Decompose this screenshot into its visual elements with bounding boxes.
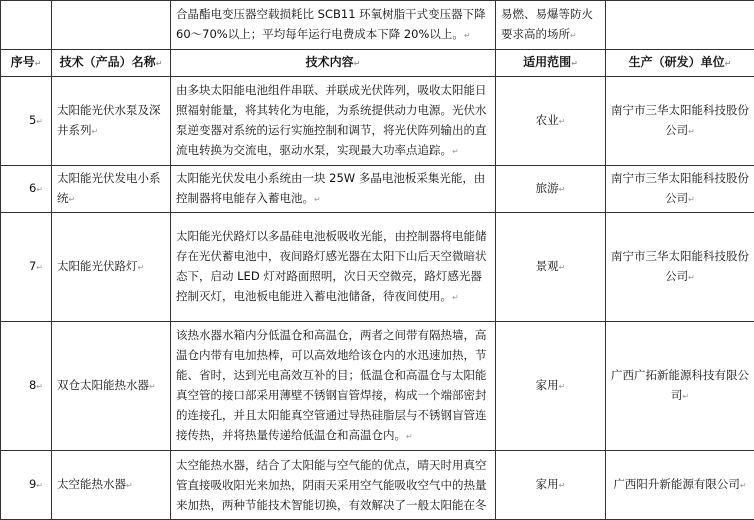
cell-content: 合晶酯电变压器空载损耗比 SCB11 环氧树脂干式变压器下降60～70%以上；平均每年运行电费成本下降 20%以上。↵: [171, 1, 496, 50]
cell-unit: 广西广拓新能源科技有限公司↵: [606, 322, 754, 451]
cell-idx-empty: [1, 1, 52, 50]
header-idx: 序号↵: [1, 50, 52, 77]
header-content: 技术内容↵: [171, 50, 496, 77]
cell-unit: 南宁市三华太阳能科技股份公司↵: [606, 77, 754, 166]
cell-unit: 广西阳升新能源有限公司↵: [606, 451, 754, 520]
cell-content: 该热水器水箱内分低温仓和高温仓，两者之间带有隔热墙，高温仓内带有电加热棒，可以高效地给该仓内的水迅速加热，节能、省时，达到光电高效互补的目；低温仓和高温仓与太阳能真空管的接口部采用薄壁不锈钢盲管焊接，构成一个端部密封的连接孔，并且太阳能真空管通过导热硅脂层与不锈钢盲管连接传热，并将热量传递给低温仓和高温仓内。↵: [171, 322, 496, 451]
cell-name: 太空能热水器↵: [52, 451, 171, 520]
table-row-continued: [1, 1, 754, 50]
cell-scope: 易燃、易爆等防火要求高的场所↵: [496, 1, 606, 50]
cell-name: 双仓太阳能热水器↵: [52, 322, 171, 451]
cell-idx: 8↵: [1, 322, 52, 451]
cell-scope: 农业↵: [496, 77, 606, 166]
cell-name: 太阳能光伏发电小系统↵: [52, 166, 171, 213]
table-row: [1, 322, 754, 451]
header-name: 技术（产品）名称↵: [52, 50, 171, 77]
cell-unit: 南宁市三华太阳能科技股份公司↵: [606, 213, 754, 322]
cell-idx: 7↵: [1, 213, 52, 322]
cell-scope: 旅游↵: [496, 166, 606, 213]
cell-scope: 家用↵: [496, 322, 606, 451]
table-row: [1, 166, 754, 213]
cell-content: 太空能热水器，结合了太阳能与空气能的优点，晴天时用真空管直接吸收阳光来加热，阴雨天采用空气能吸收空气中的热量来加热，两种节能技术智能切换，有效解决了一般太阳能在冬: [171, 451, 496, 520]
header-scope: 适用范围↵: [496, 50, 606, 77]
cell-name: 太阳能光伏水泵及深井系列↵: [52, 77, 171, 166]
table-row: [1, 451, 754, 520]
table-row: [1, 213, 754, 322]
cell-idx: 5↵: [1, 77, 52, 166]
cell-content: 由多块太阳能电池组件串联、并联成光伏阵列，吸收太阳能日照福射能量，将其转化为电能，为系统提供动力电源。光伏水泵逆变器对系统的运行实施控制和调节，将光伏阵列输出的直流电转换为交流电，驱动水泵，实现最大功率点追踪。↵: [171, 77, 496, 166]
cell-unit-empty: [606, 1, 754, 50]
header-row: [1, 50, 754, 77]
cell-idx: 9↵: [1, 451, 52, 520]
cell-scope: 家用↵: [496, 451, 606, 520]
cell-name-empty: [52, 1, 171, 50]
cell-idx: 6↵: [1, 166, 52, 213]
cell-content: 太阳能光伏发电小系统由一块 25W 多晶电池板采集光能，由控制器将电能存入蓄电池。↵: [171, 166, 496, 213]
cell-scope: 景观↵: [496, 213, 606, 322]
table-row: [1, 77, 754, 166]
cell-content: 太阳能光伏路灯以多晶硅电池板吸收光能，由控制器将电能储存在光伏蓄电池中，夜间路灯感光器在太阳下山后天空微暗状态下，启动 LED 灯对路面照明，次日天空微亮，路灯感光器控制灭灯，电池板电能进入蓄电池储备，待夜间使用。↵: [171, 213, 496, 322]
header-unit: 生产（研发）单位↵: [606, 50, 754, 77]
cell-unit: 南宁市三华太阳能科技股份公司↵: [606, 166, 754, 213]
cell-name: 太阳能光伏路灯↵: [52, 213, 171, 322]
